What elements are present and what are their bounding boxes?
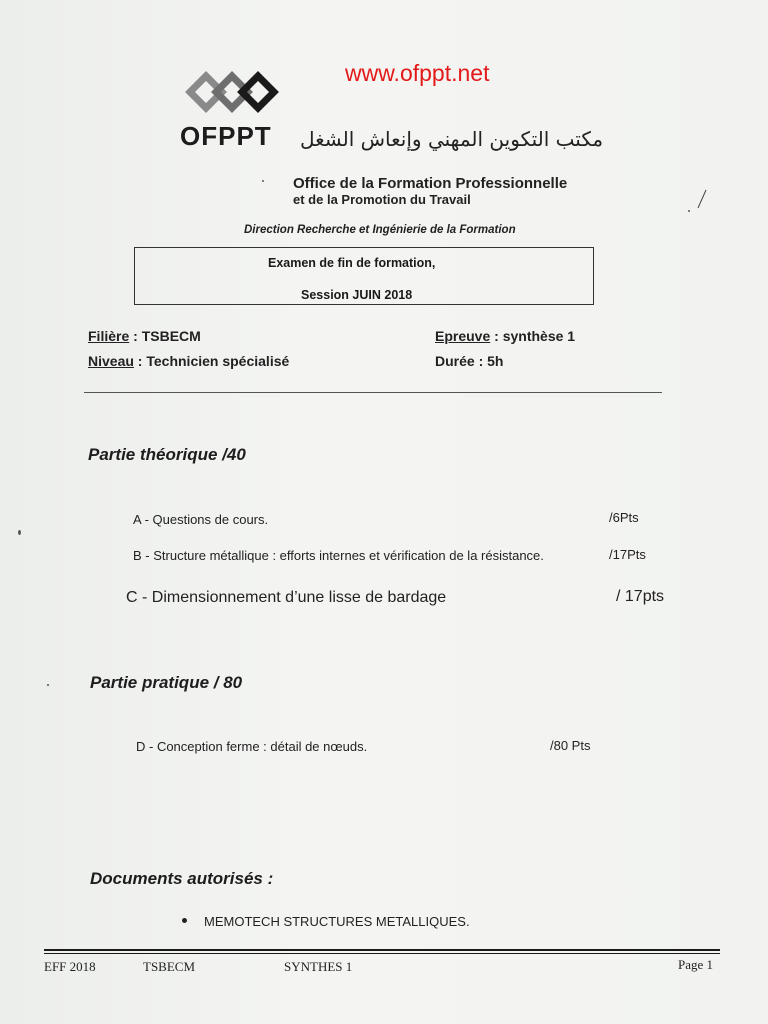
- documents-title: Documents autorisés :: [90, 869, 274, 888]
- footer-rule: [44, 949, 720, 951]
- office-name-line2: et de la Promotion du Travail: [293, 192, 471, 207]
- exam-title: Examen de fin de formation,: [268, 256, 436, 270]
- practice-item-d-label: D - Conception ferme : détail de nœuds.: [136, 739, 368, 754]
- theory-item-b-points: /17Pts: [609, 547, 646, 562]
- arabic-org-name: مكتب التكوين المهني وإنعاش الشغل: [300, 127, 604, 151]
- epreuve-row: [435, 328, 575, 344]
- theory-title: Partie théorique /40: [88, 445, 246, 464]
- org-acronym: OFPPT: [180, 121, 272, 151]
- website-link[interactable]: www.ofppt.net: [345, 60, 490, 86]
- theory-item-c-points: / 17pts: [616, 588, 665, 605]
- office-name-line1: Office de la Formation Professionnelle: [293, 175, 568, 192]
- niveau-label: Niveau: [88, 353, 134, 369]
- theory-item-a-label: A - Questions de cours.: [133, 512, 269, 527]
- footer-code: TSBECM: [143, 959, 196, 974]
- footer-page: Page 1: [678, 957, 714, 972]
- section-divider: [84, 392, 662, 393]
- epreuve-label: Epreuve: [435, 328, 491, 344]
- theory-item-b-label: B - Structure métallique : efforts internes et vérification de la résistance.: [133, 548, 544, 563]
- filiere-row: [88, 328, 201, 344]
- filiere-value: : TSBECM: [129, 328, 201, 344]
- theory-item-a-points: /6Pts: [609, 510, 639, 525]
- practice-title: Partie pratique / 80: [90, 673, 243, 692]
- niveau-row: [88, 353, 289, 369]
- footer-eff: EFF 2018: [44, 959, 96, 974]
- footer-rule-thin: [44, 953, 720, 954]
- duree-row: [435, 353, 503, 369]
- practice-item-d-points: /80 Pts: [550, 738, 591, 753]
- documents-item: MEMOTECH STRUCTURES METALLIQUES.: [204, 914, 470, 929]
- duree-value: : 5h: [478, 353, 504, 369]
- ofppt-logo-icon: [178, 62, 282, 122]
- pen-mark-icon: [695, 188, 709, 210]
- duree-label: Durée: [435, 353, 475, 369]
- direction-label: Direction Recherche et Ingénierie de la Formation: [244, 224, 516, 236]
- epreuve-value: : synthèse 1: [490, 328, 576, 344]
- exam-session: Session JUIN 2018: [301, 288, 413, 302]
- bullet-icon: [182, 918, 187, 923]
- niveau-value: : Technicien spécialisé: [133, 353, 290, 369]
- theory-item-c-label: C - Dimensionnement d’une lisse de bardage: [126, 589, 447, 606]
- filiere-label: Filière: [88, 328, 130, 344]
- footer-module: SYNTHES 1: [284, 959, 353, 974]
